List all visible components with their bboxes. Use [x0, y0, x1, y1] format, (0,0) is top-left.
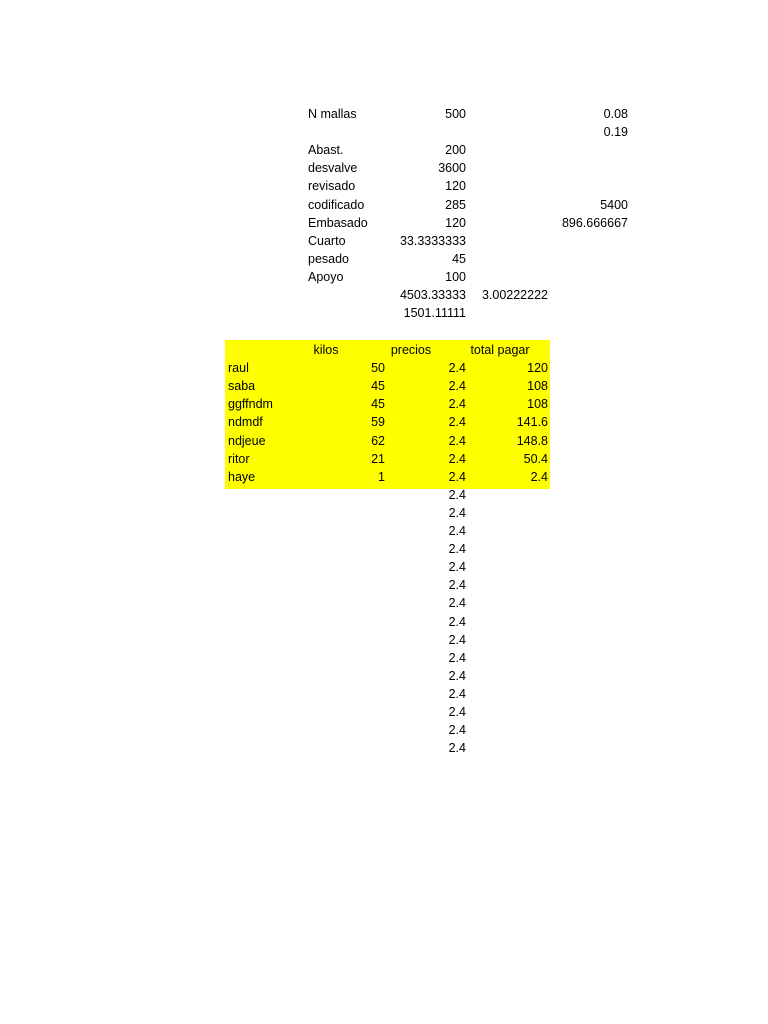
extra-price: 2.4 — [448, 632, 466, 647]
row-kilos: 1 — [378, 469, 385, 484]
far-value: 0.19 — [603, 125, 628, 140]
header-kilos: kilos — [313, 343, 339, 357]
extra-price: 2.4 — [448, 596, 466, 611]
row-precio: 2.4 — [448, 397, 466, 412]
row-precio: 2.4 — [448, 451, 466, 466]
item-label: Apoyo — [308, 269, 344, 284]
row-precio: 2.4 — [448, 433, 466, 448]
item-value: 200 — [445, 143, 466, 158]
row-total: 50.4 — [523, 451, 548, 466]
item-label: Embasado — [308, 215, 368, 230]
extra-price: 2.4 — [448, 542, 466, 557]
item-label: pesado — [308, 251, 350, 266]
extra-price: 2.4 — [448, 505, 466, 520]
sum-ratio: 3.00222222 — [481, 288, 548, 302]
row-kilos: 59 — [371, 415, 385, 430]
item-value: 120 — [445, 179, 466, 194]
row-precio: 2.4 — [448, 379, 466, 394]
row-precio: 2.4 — [448, 415, 466, 430]
extra-price: 2.4 — [448, 487, 466, 502]
header-precios: precios — [390, 343, 432, 357]
extra-price: 2.4 — [448, 614, 466, 629]
item-value: 285 — [445, 197, 466, 212]
item-label: Abast. — [308, 143, 344, 158]
extra-price: 2.4 — [448, 524, 466, 538]
row-kilos: 62 — [371, 433, 385, 448]
row-total: 108 — [527, 397, 548, 412]
row-precio: 2.4 — [448, 469, 466, 484]
item-label: desvalve — [308, 161, 358, 176]
item-value: 500 — [445, 107, 466, 121]
extra-price: 2.4 — [448, 705, 466, 719]
extra-price: 2.4 — [448, 686, 466, 701]
far-value: 896.666667 — [561, 215, 628, 230]
row-name: ndjeue — [228, 433, 266, 448]
header-total-pagar: total pagar — [470, 343, 530, 357]
extra-price: 2.4 — [448, 578, 466, 593]
row-total: 108 — [527, 379, 548, 394]
item-value: 45 — [452, 251, 466, 266]
row-name: haye — [228, 469, 256, 484]
item-value: 3600 — [438, 161, 466, 176]
item-value: 120 — [445, 215, 466, 230]
row-total: 148.8 — [516, 433, 548, 448]
item-label: revisado — [308, 179, 356, 194]
extra-price: 2.4 — [448, 723, 466, 738]
extra-price: 2.4 — [448, 668, 466, 683]
far-value: 0.08 — [603, 107, 628, 121]
row-precio: 2.4 — [448, 361, 466, 376]
row-total: 120 — [527, 361, 548, 376]
row-name: raul — [228, 361, 249, 376]
row-name: ritor — [228, 451, 250, 466]
row-name: ggffndm — [228, 397, 273, 412]
row-kilos: 21 — [371, 451, 385, 466]
row-name: saba — [228, 379, 256, 394]
item-value: 100 — [445, 269, 466, 284]
row-kilos: 50 — [371, 361, 385, 376]
sum-value: 4503.33333 — [399, 288, 466, 302]
extra-price: 2.4 — [448, 650, 466, 665]
row-total: 2.4 — [530, 469, 548, 484]
item-label: Cuarto — [308, 233, 346, 248]
far-value: 5400 — [600, 197, 628, 212]
item-label: N mallas — [308, 107, 357, 121]
row-kilos: 45 — [371, 397, 385, 412]
row-total: 141.6 — [516, 415, 548, 430]
third-value: 1501.11111 — [403, 306, 466, 321]
extra-price: 2.4 — [448, 741, 466, 756]
extra-price: 2.4 — [448, 560, 466, 575]
item-label: codificado — [308, 197, 365, 212]
row-kilos: 45 — [371, 379, 385, 394]
row-name: ndmdf — [228, 415, 263, 430]
item-value: 33.3333333 — [399, 233, 466, 248]
